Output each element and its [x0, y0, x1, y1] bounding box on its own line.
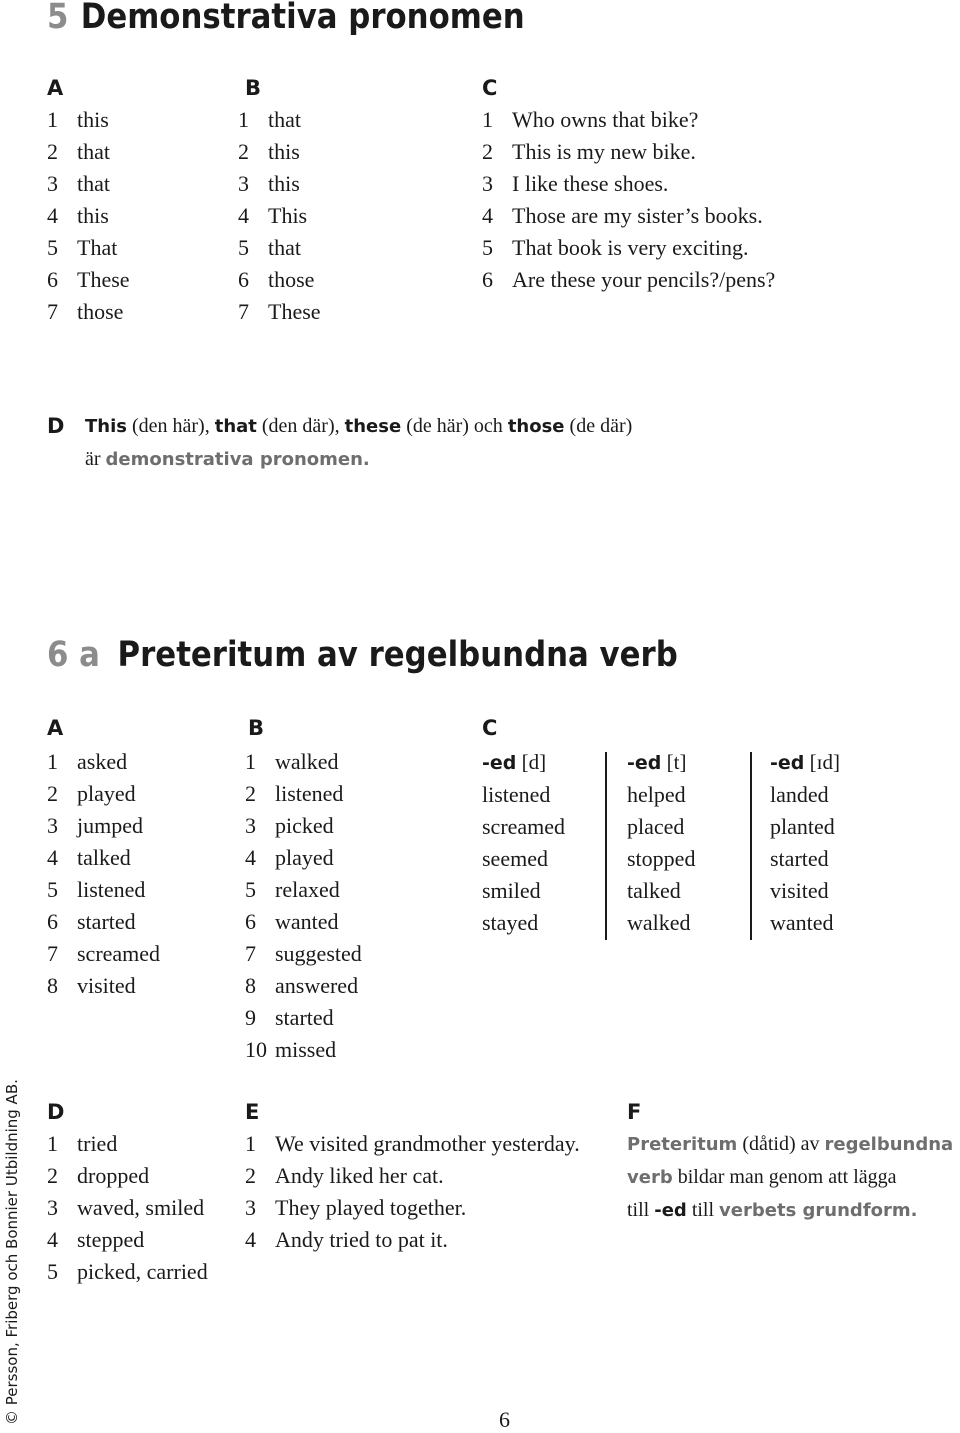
item-answer: that — [268, 107, 301, 132]
verb-word: listened — [482, 782, 551, 807]
list-item — [47, 746, 160, 778]
item-number: 1 — [47, 749, 58, 774]
verb-word: wanted — [770, 910, 834, 935]
item-number: 3 — [245, 813, 256, 838]
ed-group-words — [482, 779, 565, 939]
item-number: 1 — [47, 107, 58, 132]
item-answer: dropped — [77, 1163, 150, 1188]
item-answer: relaxed — [275, 877, 340, 902]
item-answer: waved, smiled — [77, 1195, 205, 1220]
answers-5a — [47, 104, 130, 328]
list-item — [47, 1160, 208, 1192]
list-item — [47, 1224, 208, 1256]
list-item — [238, 200, 321, 232]
item-answer: this — [268, 139, 300, 164]
rule-text-d — [85, 410, 632, 476]
item-answer: started — [275, 1005, 334, 1030]
list-item — [482, 104, 775, 136]
item-number: 6 — [47, 267, 58, 292]
exercise-label-e: E — [245, 1100, 260, 1124]
item-answer: That — [77, 235, 118, 260]
item-answer: those — [268, 267, 315, 292]
item-answer: picked, carried — [77, 1259, 208, 1284]
item-number: 2 — [482, 139, 493, 164]
verb-word: screamed — [482, 814, 566, 839]
rule-text: (de här) och — [406, 415, 503, 437]
item-number: 4 — [482, 203, 493, 228]
section-number: 5 — [47, 0, 69, 37]
rule-text-f — [627, 1128, 953, 1227]
item-answer: walked — [275, 749, 339, 774]
answers-6d — [47, 1128, 208, 1288]
ed-suffix: -ed — [770, 752, 805, 774]
item-answer: This is my new bike. — [512, 139, 696, 164]
item-answer: I like these shoes. — [512, 171, 669, 196]
rule-text: (dåtid) av — [742, 1133, 820, 1155]
item-number: 8 — [47, 973, 58, 998]
item-number: 1 — [47, 1131, 58, 1156]
group-divider — [750, 752, 752, 940]
item-answer: played — [275, 845, 334, 870]
ed-group-words — [627, 779, 695, 939]
list-item — [245, 938, 362, 970]
list-item — [47, 232, 130, 264]
answers-6a — [47, 746, 160, 1002]
list-item — [47, 1128, 208, 1160]
item-answer: listened — [77, 877, 146, 902]
list-item — [245, 778, 362, 810]
item-answer: They played together. — [275, 1195, 467, 1220]
list-item — [47, 906, 160, 938]
item-number: 6 — [245, 909, 256, 934]
item-number: 5 — [482, 235, 493, 260]
item-answer: Those are my sister’s books. — [512, 203, 763, 228]
item-answer: This — [268, 203, 308, 228]
exercise-label-b: B — [248, 716, 265, 740]
item-number: 9 — [245, 1005, 256, 1030]
item-number: 3 — [238, 171, 249, 196]
verb-word: stayed — [482, 910, 539, 935]
list-item — [47, 136, 130, 168]
verb-word: started — [770, 846, 829, 871]
list-item — [245, 906, 362, 938]
ed-group-header — [627, 746, 695, 779]
item-number: 6 — [482, 267, 493, 292]
list-item — [245, 1192, 580, 1224]
item-answer: That book is very exciting. — [512, 235, 749, 260]
verb-word: smiled — [482, 878, 541, 903]
item-number: 4 — [245, 1227, 256, 1252]
rule-text: (de där) — [569, 415, 633, 437]
item-answer: played — [77, 781, 136, 806]
group-divider — [605, 752, 607, 940]
rule-text: bildar man genom att lägga — [677, 1166, 897, 1188]
exercise-label-a: A — [47, 76, 64, 100]
item-number: 1 — [245, 749, 256, 774]
exercise-label-c: C — [482, 76, 498, 100]
ed-suffix: -ed — [482, 752, 517, 774]
item-number: 2 — [47, 1163, 58, 1188]
verb-word: helped — [627, 782, 686, 807]
exercise-label-d: D — [47, 1100, 65, 1124]
list-item — [245, 1160, 580, 1192]
rule-term: regelbundna — [824, 1134, 954, 1155]
section-number: 6 a — [47, 635, 100, 675]
list-item — [245, 1002, 362, 1034]
rule-word: This — [85, 416, 127, 437]
list-item — [245, 1128, 580, 1160]
rule-word: -ed — [654, 1200, 687, 1221]
item-answer: answered — [275, 973, 359, 998]
rule-term: demonstrativa pronomen. — [105, 449, 370, 470]
list-item — [238, 104, 321, 136]
item-number: 7 — [245, 941, 256, 966]
item-number: 5 — [245, 877, 256, 902]
item-answer: that — [77, 139, 110, 164]
list-item — [482, 200, 775, 232]
list-item — [47, 970, 160, 1002]
ed-group-header — [770, 746, 840, 779]
list-item — [245, 842, 362, 874]
item-number: 6 — [47, 909, 58, 934]
exercise-label-f: F — [627, 1100, 642, 1124]
page-number: 6 — [499, 1407, 510, 1432]
item-answer: that — [77, 171, 110, 196]
section-6a-heading — [47, 635, 678, 675]
item-number: 3 — [47, 171, 58, 196]
verb-word: stopped — [627, 846, 696, 871]
item-answer: missed — [275, 1037, 337, 1062]
verb-word: seemed — [482, 846, 548, 871]
item-answer: visited — [77, 973, 136, 998]
item-number: 5 — [47, 877, 58, 902]
item-answer: those — [77, 299, 124, 324]
item-number: 3 — [482, 171, 493, 196]
list-item — [238, 136, 321, 168]
rule-text: (den här), — [131, 415, 210, 437]
item-number: 5 — [47, 1259, 58, 1284]
answers-6e — [245, 1128, 580, 1256]
ed-group-d — [482, 746, 565, 939]
item-answer: Are these your pencils?/pens? — [512, 267, 776, 292]
list-item — [47, 810, 160, 842]
exercise-label-a: A — [47, 716, 64, 740]
list-item — [47, 1192, 208, 1224]
list-item — [482, 168, 775, 200]
section-title: Preteritum av regelbundna verb — [117, 635, 678, 675]
item-number: 2 — [47, 781, 58, 806]
item-number: 7 — [47, 299, 58, 324]
item-number: 2 — [245, 1163, 256, 1188]
item-number: 1 — [482, 107, 493, 132]
rule-word: those — [507, 416, 565, 437]
ed-group-id — [770, 746, 840, 939]
verb-word: placed — [627, 814, 685, 839]
list-item — [245, 874, 362, 906]
list-item — [482, 232, 775, 264]
list-item — [47, 842, 160, 874]
list-item — [245, 810, 362, 842]
item-answer: started — [77, 909, 136, 934]
list-item — [482, 136, 775, 168]
item-number: 1 — [245, 1131, 256, 1156]
item-answer: picked — [275, 813, 334, 838]
copyright-notice: © Persson, Friberg och Bonnier Utbildning AB. — [3, 1079, 21, 1425]
item-number: 2 — [47, 139, 58, 164]
rule-text: är — [85, 448, 101, 470]
item-number: 5 — [47, 235, 58, 260]
item-number: 7 — [47, 941, 58, 966]
item-answer: this — [77, 203, 109, 228]
item-number: 4 — [47, 203, 58, 228]
item-number: 3 — [47, 813, 58, 838]
list-item — [47, 778, 160, 810]
item-answer: this — [268, 171, 300, 196]
section-5-heading — [47, 0, 525, 37]
ed-suffix: -ed — [627, 752, 662, 774]
list-item — [47, 168, 130, 200]
item-answer: These — [268, 299, 321, 324]
item-number: 10 — [245, 1037, 267, 1062]
list-item — [47, 264, 130, 296]
list-item — [238, 168, 321, 200]
item-number: 4 — [47, 1227, 58, 1252]
answers-6b — [245, 746, 362, 1066]
rule-word: that — [214, 416, 257, 437]
item-answer: that — [268, 235, 301, 260]
list-item — [245, 1224, 580, 1256]
list-item — [47, 104, 130, 136]
rule-punct: . — [910, 1200, 918, 1221]
item-number: 6 — [238, 267, 249, 292]
list-item — [238, 232, 321, 264]
item-answer: suggested — [275, 941, 362, 966]
verb-word: planted — [770, 814, 835, 839]
list-item — [47, 1256, 208, 1288]
list-item — [245, 1034, 362, 1066]
verb-word: visited — [770, 878, 829, 903]
item-answer: asked — [77, 749, 128, 774]
item-number: 2 — [238, 139, 249, 164]
item-answer: tried — [77, 1131, 118, 1156]
ed-sound: [t] — [666, 750, 687, 774]
rule-text: till — [627, 1199, 650, 1221]
item-number: 4 — [245, 845, 256, 870]
item-number: 3 — [245, 1195, 256, 1220]
item-answer: Who owns that bike? — [512, 107, 699, 132]
item-answer: Andy tried to pat it. — [275, 1227, 448, 1252]
list-item — [238, 296, 321, 328]
item-number: 7 — [238, 299, 249, 324]
list-item — [482, 264, 775, 296]
item-answer: this — [77, 107, 109, 132]
item-number: 1 — [238, 107, 249, 132]
rule-term: verb — [627, 1167, 673, 1188]
item-number: 3 — [47, 1195, 58, 1220]
answers-5b — [238, 104, 321, 328]
list-item — [47, 296, 130, 328]
rule-text: till — [691, 1199, 715, 1221]
ed-sound: [ɪd] — [809, 750, 840, 774]
list-item — [47, 200, 130, 232]
item-answer: Andy liked her cat. — [275, 1163, 444, 1188]
exercise-label-d: D — [47, 414, 65, 438]
list-item — [245, 746, 362, 778]
item-answer: listened — [275, 781, 344, 806]
verb-word: walked — [627, 910, 691, 935]
exercise-label-b: B — [245, 76, 262, 100]
ed-group-header — [482, 746, 565, 779]
rule-term: Preteritum — [627, 1134, 738, 1155]
rule-term: verbets grundform — [719, 1200, 911, 1221]
item-number: 4 — [238, 203, 249, 228]
answers-5c — [482, 104, 775, 296]
ed-group-t — [627, 746, 695, 939]
item-answer: screamed — [77, 941, 161, 966]
list-item — [47, 938, 160, 970]
item-answer: wanted — [275, 909, 339, 934]
item-answer: These — [77, 267, 130, 292]
list-item — [238, 264, 321, 296]
ed-sound: [d] — [521, 750, 547, 774]
item-answer: We visited grandmother yesterday. — [275, 1131, 580, 1156]
section-title: Demonstrativa pronomen — [80, 0, 525, 37]
item-answer: jumped — [77, 813, 143, 838]
item-answer: stepped — [77, 1227, 145, 1252]
item-number: 8 — [245, 973, 256, 998]
ed-group-words — [770, 779, 840, 939]
rule-word: these — [344, 416, 402, 437]
rule-text: (den där), — [261, 415, 340, 437]
item-number: 4 — [47, 845, 58, 870]
item-number: 2 — [245, 781, 256, 806]
verb-word: talked — [627, 878, 681, 903]
exercise-label-c: C — [482, 716, 498, 740]
verb-word: landed — [770, 782, 829, 807]
list-item — [245, 970, 362, 1002]
item-answer: talked — [77, 845, 131, 870]
list-item — [47, 874, 160, 906]
item-number: 5 — [238, 235, 249, 260]
